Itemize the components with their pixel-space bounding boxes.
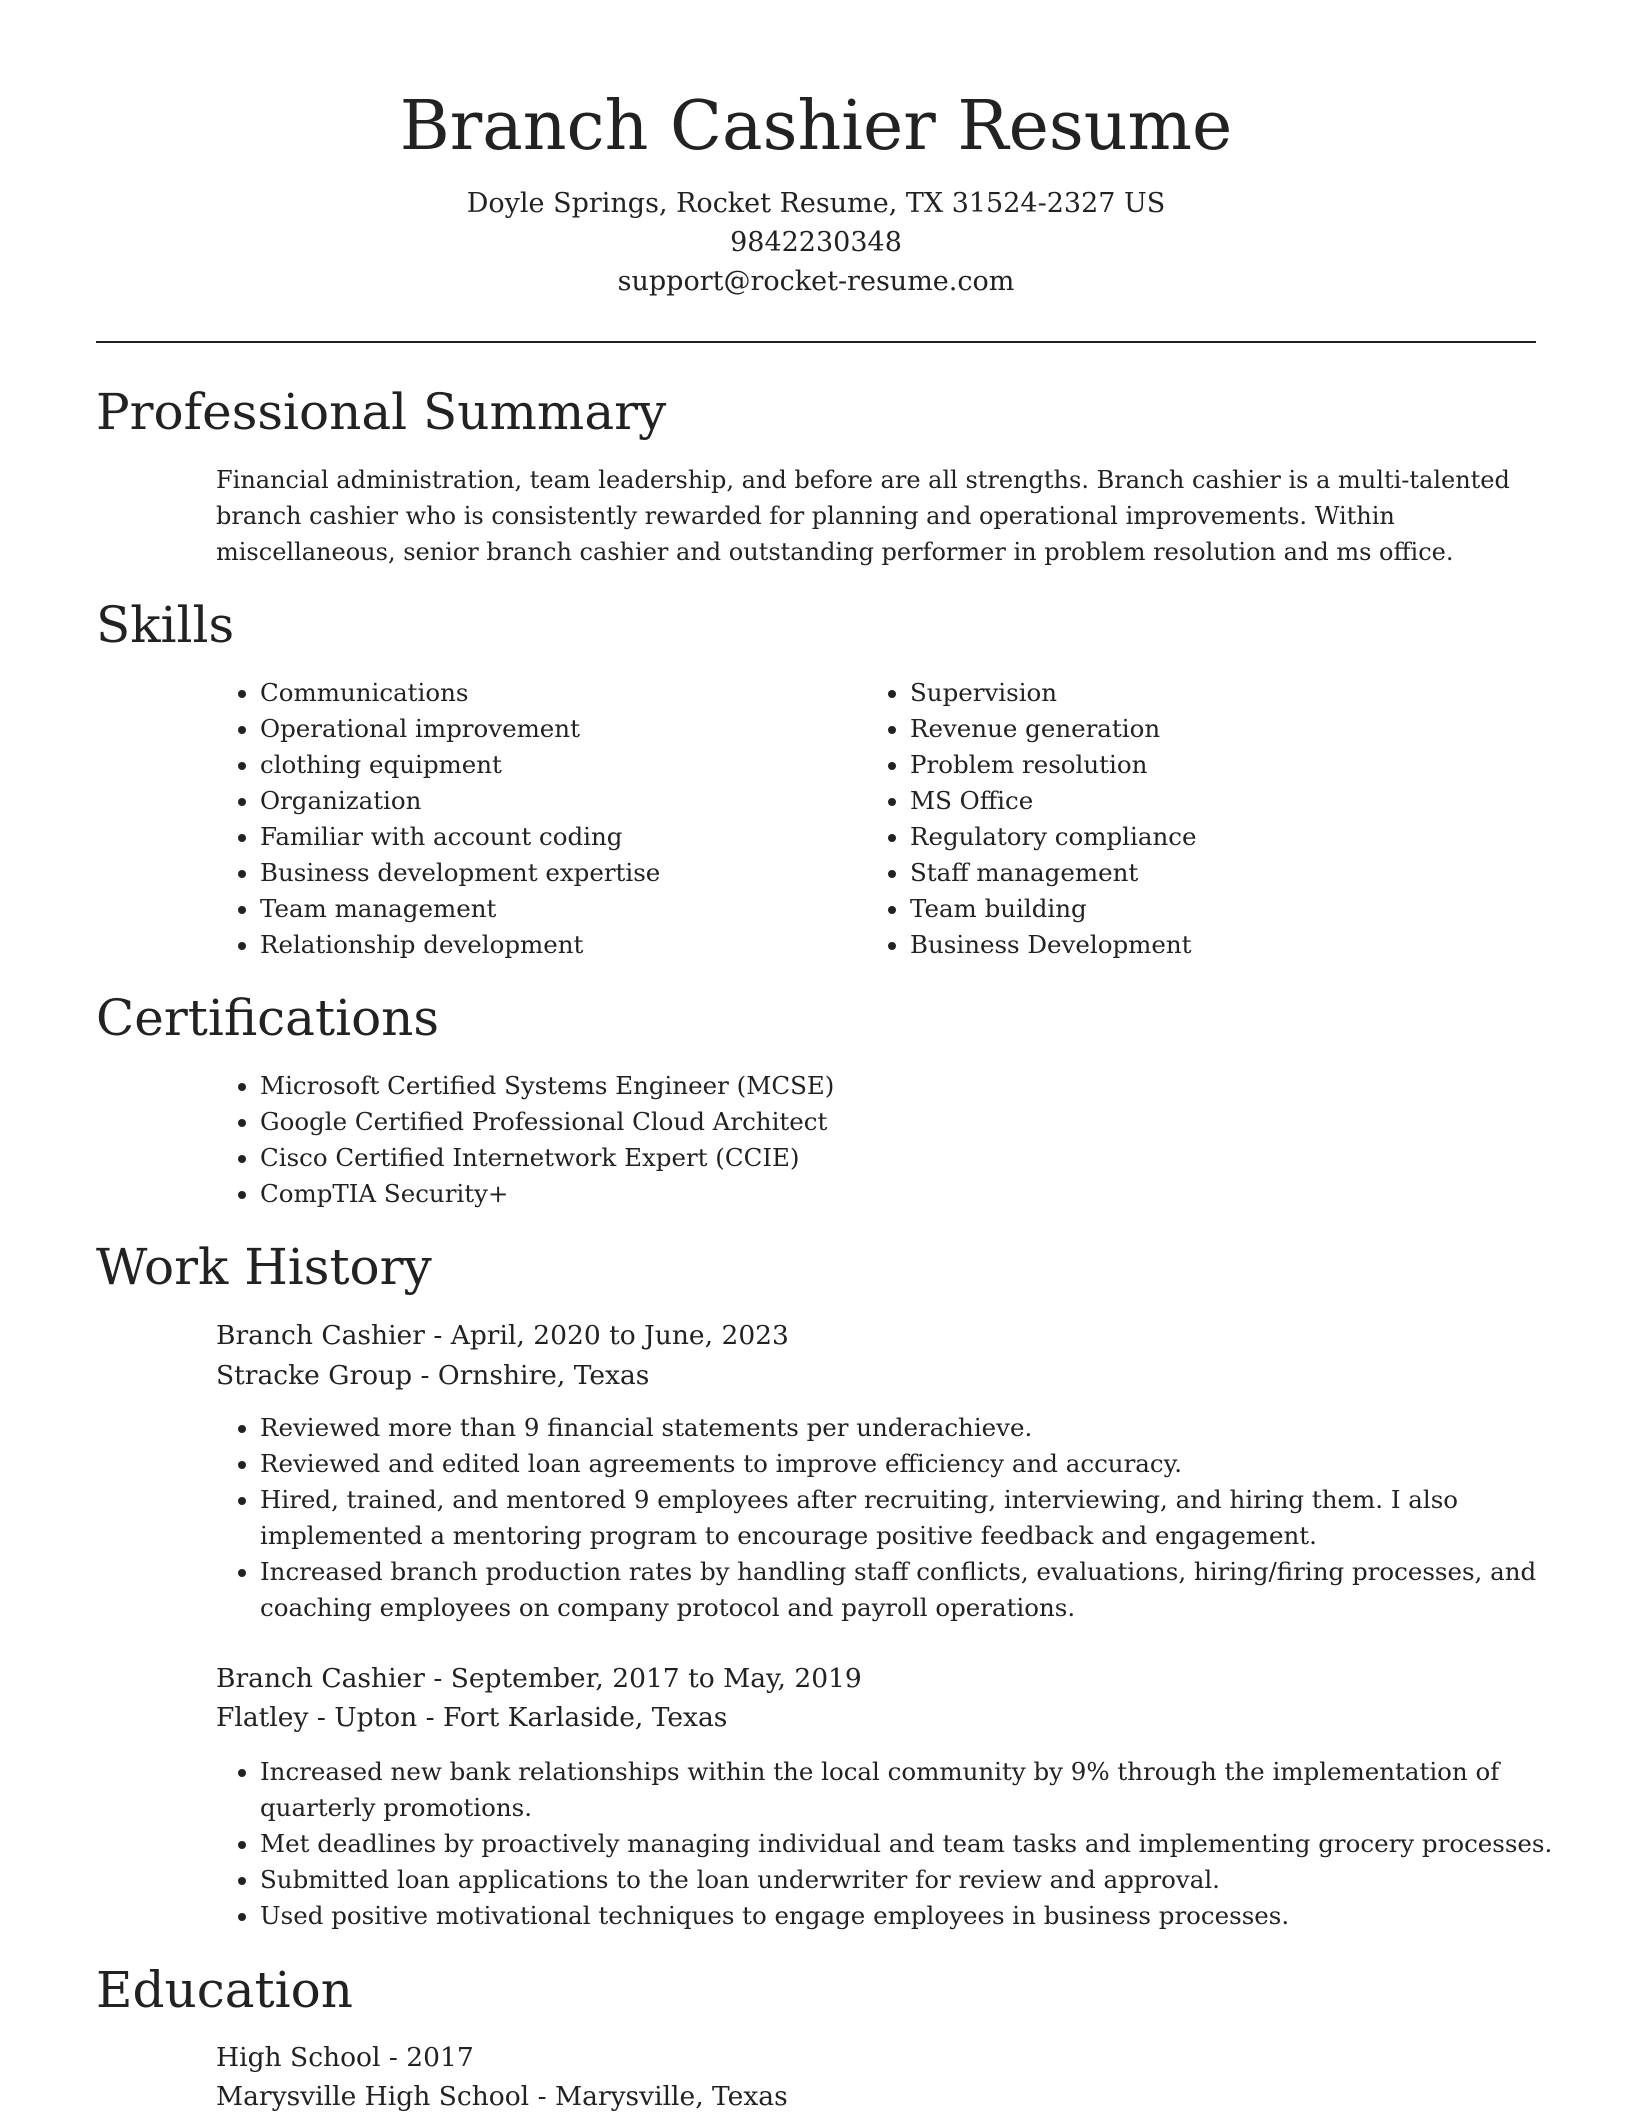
section-title-skills: Skills [96, 596, 235, 654]
skills-list-right [866, 675, 1510, 963]
list-item: • Increased branch production rates by handling staff conflicts, evaluations, hiring/firing processes, and coaching employees on company protocol and payroll operations. [260, 1554, 1560, 1626]
list-item: • Met deadlines by proactively managing individual and team tasks and implementing grocery processes. [260, 1826, 1560, 1862]
contact-address: Doyle Springs, Rocket Resume, TX 31524-2327 US [466, 188, 1166, 219]
list-item: • Regulatory compliance [910, 819, 1510, 855]
job-bullets [216, 1410, 1560, 1626]
list-item: • Relationship development [260, 927, 860, 963]
list-item: • Organization [260, 783, 860, 819]
education-degree-line: High School - 2017 [216, 2042, 474, 2073]
section-title-education: Education [96, 1961, 353, 2019]
job-company-line: Flatley - Upton - Fort Karlaside, Texas [216, 1702, 728, 1733]
job-title-line: Branch Cashier - April, 2020 to June, 2023 [216, 1320, 789, 1351]
section-title-work-history: Work History [96, 1238, 432, 1296]
list-item: • Submitted loan applications to the loan underwriter for review and approval. [260, 1862, 1560, 1898]
list-item: • MS Office [910, 783, 1510, 819]
list-item: • Operational improvement [260, 711, 860, 747]
list-item: • Hired, trained, and mentored 9 employees after recruiting, interviewing, and hiring them. I also implemented a mentoring program to encourage positive feedback and engagement. [260, 1482, 1560, 1554]
skills-list-left [216, 675, 860, 963]
header-divider [96, 341, 1536, 343]
resume-header [0, 82, 1632, 301]
section-title-certifications: Certifications [96, 989, 440, 1047]
list-item: • Staff management [910, 855, 1510, 891]
list-item: • Team management [260, 891, 860, 927]
list-item: • Microsoft Certified Systems Engineer (MCSE) [260, 1068, 1560, 1104]
list-item: • Reviewed and edited loan agreements to improve efficiency and accuracy. [260, 1446, 1560, 1482]
summary-text: Financial administration, team leadership, and before are all strengths. Branch cashier is a multi-talented branch cashier who is consistently rewarded for planning and operational improvements. Within miscellaneous, senior branch cashier and outstanding performer in problem resolution and ms office. [216, 466, 1510, 566]
list-item: • Communications [260, 675, 860, 711]
list-item: • Problem resolution [910, 747, 1510, 783]
list-item: • Google Certified Professional Cloud Architect [260, 1104, 1560, 1140]
list-item: • Revenue generation [910, 711, 1510, 747]
certifications-list [216, 1068, 1560, 1212]
contact-email: support@rocket-resume.com [617, 266, 1015, 297]
list-item: • Cisco Certified Internetwork Expert (CCIE) [260, 1140, 1560, 1176]
list-item: • clothing equipment [260, 747, 860, 783]
list-item: • Familiar with account coding [260, 819, 860, 855]
list-item: • Team building [910, 891, 1510, 927]
list-item: • Business Development [910, 927, 1510, 963]
list-item: • Increased new bank relationships within the local community by 9% through the implementation of quarterly promotions. [260, 1754, 1560, 1826]
list-item: • Supervision [910, 675, 1510, 711]
section-title-summary: Professional Summary [96, 383, 667, 441]
contact-info [0, 184, 1632, 301]
contact-phone: 9842230348 [730, 227, 902, 258]
list-item: • Reviewed more than 9 financial statements per underachieve. [260, 1410, 1560, 1446]
list-item: • Used positive motivational techniques to engage employees in business processes. [260, 1898, 1560, 1934]
list-item: • CompTIA Security+ [260, 1176, 1560, 1212]
page-title: Branch Cashier Resume [399, 87, 1233, 166]
education-school-line: Marysville High School - Marysville, Texas [216, 2081, 788, 2112]
job-company-line: Stracke Group - Ornshire, Texas [216, 1360, 650, 1391]
list-item: • Business development expertise [260, 855, 860, 891]
job-title-line: Branch Cashier - September, 2017 to May, 2019 [216, 1663, 862, 1694]
job-bullets [216, 1754, 1560, 1934]
